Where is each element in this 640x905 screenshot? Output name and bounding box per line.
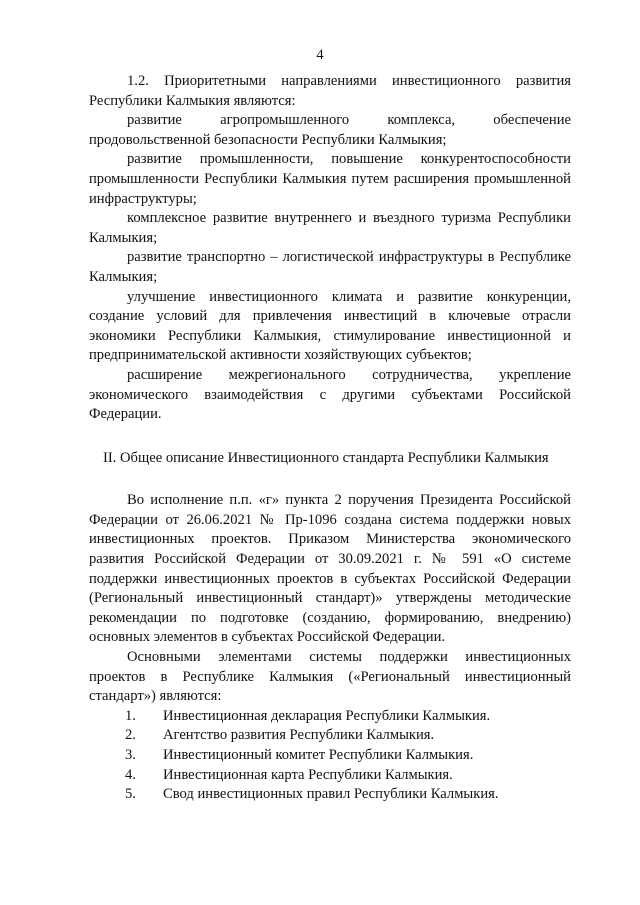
- list-item-text: Инвестиционная карта Республики Калмыкия.: [163, 766, 453, 783]
- list-item: [89, 766, 571, 786]
- priority-item: развитие промышленности, повышение конкурентоспособности промышленности Республики Калмыкия путем расширения промышленной инфраструктуры;: [89, 151, 571, 207]
- page-number: 4: [316, 47, 324, 63]
- priority-item: улучшение инвестиционного климата и развитие конкуренции, создание условий для привлечения инвестиций в ключевые отрасли экономики Республики Калмыкия, стимулирование инвестиционной и предпринимательской активности хозяйствующих субъектов;: [89, 288, 571, 364]
- list-item-number: 2.: [125, 727, 136, 744]
- priority-item: расширение межрегионального сотрудничества, укрепление экономического взаимодействия с другими субъектами Российской Федерации.: [89, 366, 571, 423]
- list-item: [89, 726, 571, 746]
- list-item: [89, 746, 571, 766]
- list-item-number: 1.: [125, 707, 136, 724]
- list-item-number: 5.: [125, 786, 136, 803]
- list-item-text: Агентство развития Республики Калмыкия.: [163, 727, 435, 744]
- priority-item: развитие транспортно – логистической инфраструктуры в Республике Калмыкия;: [89, 249, 571, 285]
- document-body: [89, 72, 571, 805]
- section2-paragraph: Во исполнение п.п. «г» пункта 2 поручения Президента Российской Федерации от 26.06.2021 № Пр-1096 создана система поддержки новых инвестиционных проектов. Приказом Министерства экономического развития Российской Федерации от 30.09.2021 г. № 591 «О системе поддержки инвестиционных проектов в субъектах Российской Федерации (Региональный инвестиционный стандарт)» утверждены методические рекомендации по подготовке (созданию, формированию, внедрению) основных элементов в субъектах Российской Федерации.: [89, 492, 571, 646]
- section2-heading: II. Общее описание Инвестиционного стандарта Республики Калмыкия: [103, 449, 549, 466]
- list-item-text: Свод инвестиционных правил Республики Калмыкия.: [163, 786, 499, 803]
- priority-item: комплексное развитие внутреннего и въездного туризма Республики Калмыкия;: [89, 210, 571, 246]
- priority-item: развитие агропромышленного комплекса, обеспечение продовольственной безопасности Республики Калмыкия;: [89, 112, 571, 148]
- list-item-text: Инвестиционный комитет Республики Калмыкия.: [163, 747, 474, 763]
- list-item-number: 3.: [125, 747, 136, 763]
- standard-elements-list: [89, 707, 571, 805]
- list-item: [89, 785, 571, 805]
- list-item-number: 4.: [125, 766, 136, 783]
- list-item: [89, 707, 571, 727]
- section1-intro: 1.2. Приоритетными направлениями инвестиционного развития Республики Калмыкия являются:: [89, 73, 571, 109]
- section2-paragraph: Основными элементами системы поддержки инвестиционных проектов в Республике Калмыкия («Региональный инвестиционный стандарт») являются:: [89, 649, 571, 705]
- list-item-text: Инвестиционная декларация Республики Калмыкия.: [163, 707, 491, 724]
